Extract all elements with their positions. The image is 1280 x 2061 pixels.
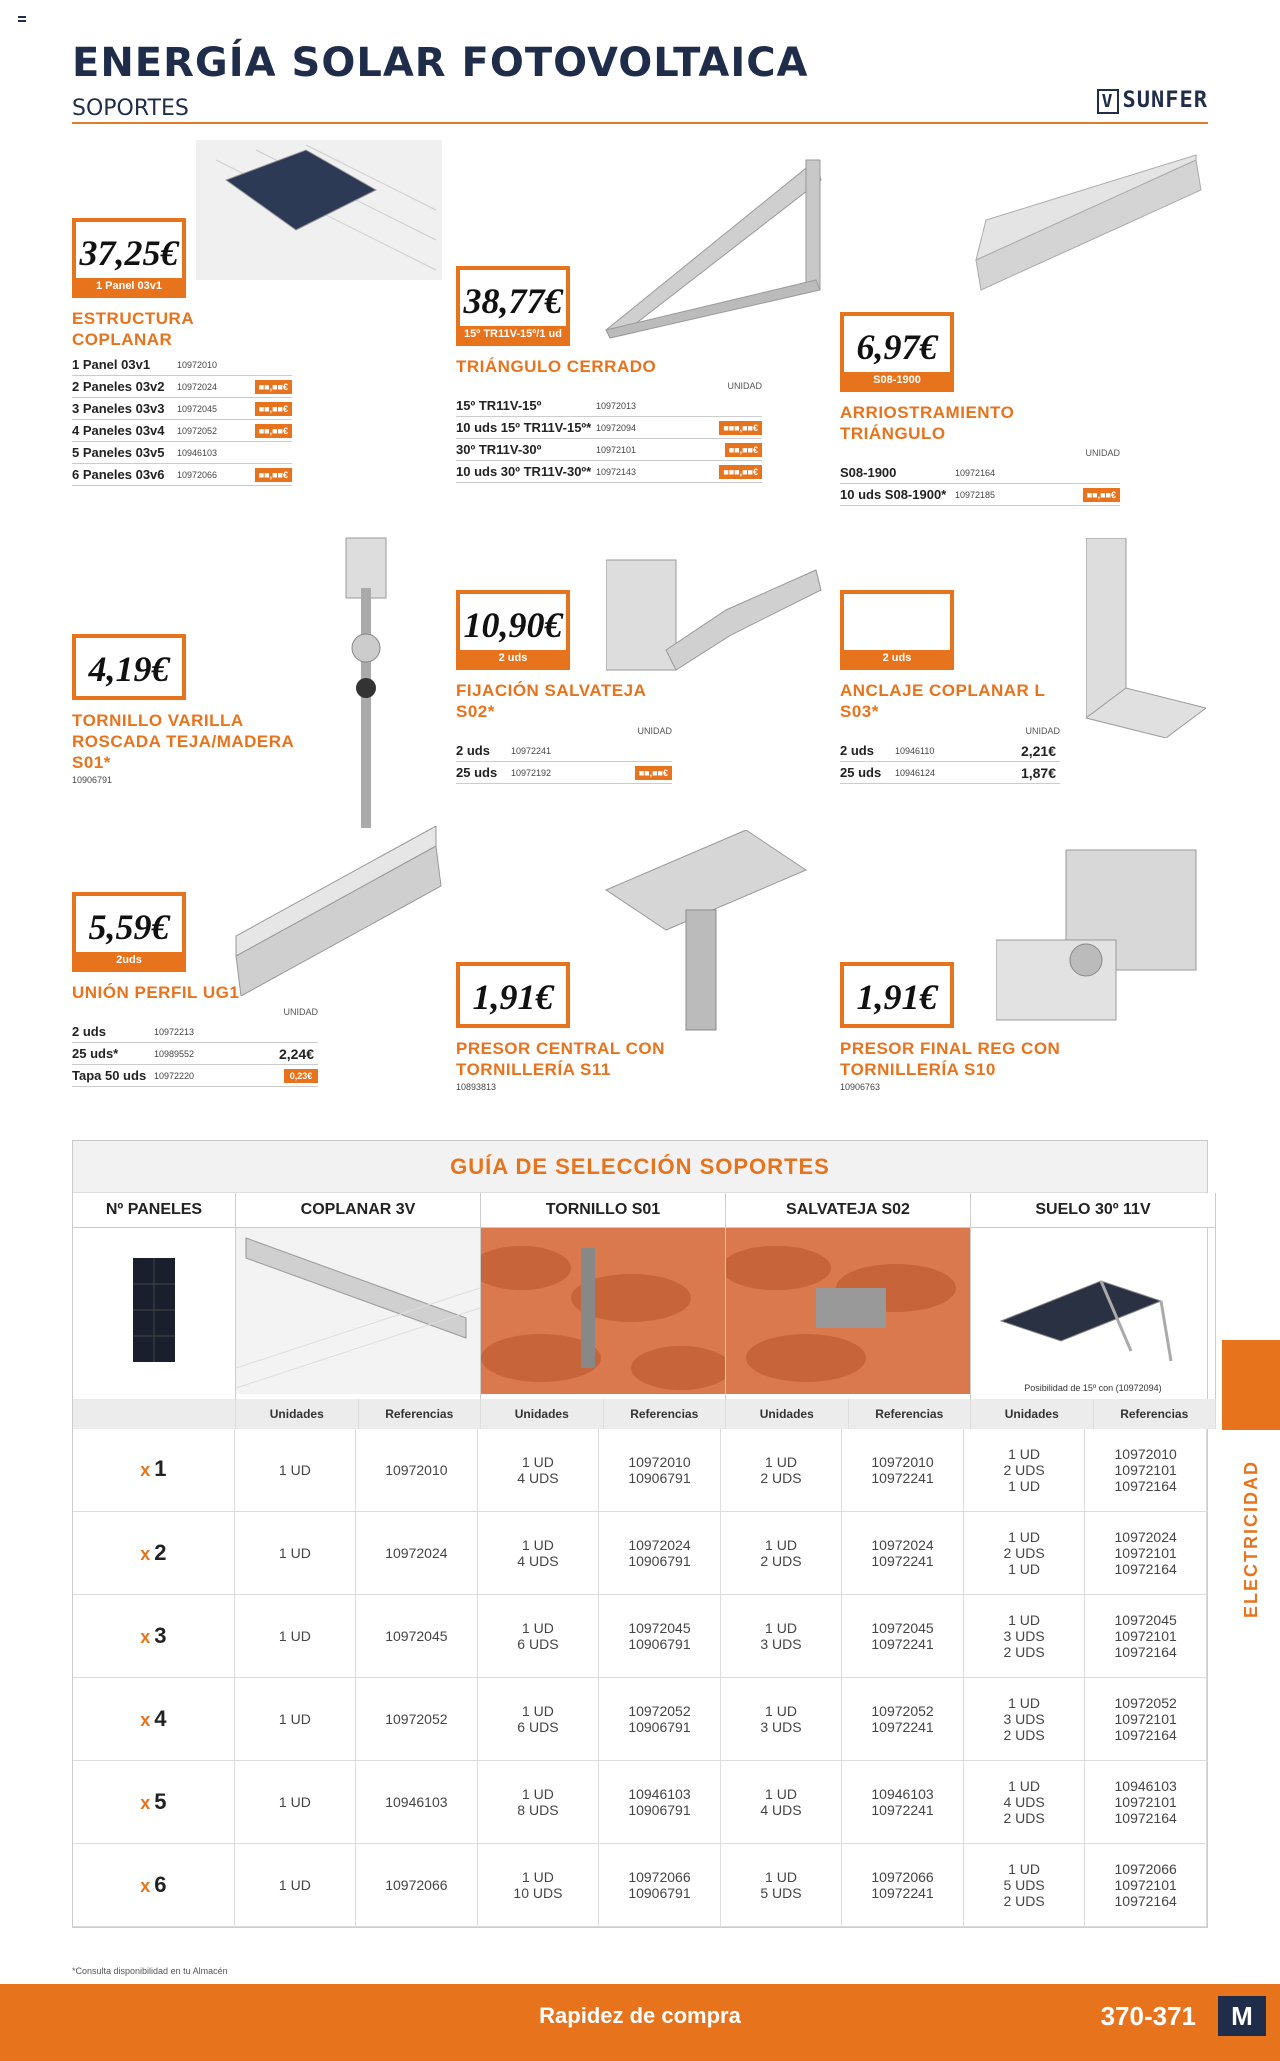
price: 5,59€ <box>88 907 170 947</box>
reference-cell: 10972066 10906791 <box>599 1844 721 1927</box>
guide-row <box>73 1761 1207 1844</box>
variant-row: 3 Paneles 03v3 10972045 ■■,■■€ <box>72 398 292 420</box>
multiplier-sign: x <box>140 1626 151 1647</box>
reference-cell: 10972045 10906791 <box>599 1595 721 1678</box>
tornillo-image <box>316 528 416 828</box>
subheader: Unidades <box>236 1399 359 1429</box>
subheader: Referencias <box>603 1399 726 1429</box>
units-cell: 1 UD 8 UDS <box>477 1761 598 1844</box>
guide-row <box>73 1595 1207 1678</box>
anclaje-image <box>1086 538 1206 738</box>
units-cell: 1 UD 4 UDS <box>477 1512 598 1595</box>
panel-count <box>73 1844 234 1927</box>
reference-cell: 10972024 10972101 10972164 <box>1085 1512 1207 1595</box>
product-name: PRESOR CENTRAL CON TORNILLERÍA S11 <box>456 1039 665 1079</box>
panel-image-cell <box>73 1227 236 1399</box>
col-header: SALVATEJA S02 <box>726 1193 971 1227</box>
units-cell: 1 UD 5 UDS <box>720 1844 841 1927</box>
reference-cell: 10972052 10972101 10972164 <box>1085 1678 1207 1761</box>
product-name: ARRIOSTRAMIENTO TRIÁNGULO <box>840 403 1015 443</box>
roof-tiles-image <box>481 1228 725 1394</box>
variant-row: 10 uds 30º TR11V-30º* 10972143 ■■■,■■€ <box>456 461 762 483</box>
price-tag <box>456 590 570 670</box>
reference-cell: 10972010 10906791 <box>599 1429 721 1512</box>
suelo-note: Posibilidad de 15º con (10972094) <box>1024 1382 1162 1393</box>
reference-cell: 10972052 10906791 <box>599 1678 721 1761</box>
product-coplanar <box>72 218 292 486</box>
subheader-empty <box>73 1399 236 1429</box>
reference-cell: 10972066 10972101 10972164 <box>1085 1844 1207 1927</box>
variant-row: 25 uds* 10989552 2,24€ <box>72 1043 318 1065</box>
col-header: SUELO 30º 11V <box>971 1193 1216 1227</box>
units-cell: 1 UD 2 UDS <box>720 1429 841 1512</box>
section-tab[interactable] <box>1222 1340 1280 1430</box>
footer-tagline: Rapidez de compra <box>539 2003 741 2028</box>
units-cell: 1 UD <box>234 1844 355 1927</box>
brand-name: SUNFER <box>1122 88 1208 113</box>
units-cell: 1 UD <box>234 1512 355 1595</box>
reference-cell: 10972010 10972241 <box>842 1429 964 1512</box>
reference-cell: 10946103 <box>356 1761 478 1844</box>
page-title: ENERGÍA SOLAR FOTOVOLTAICA <box>72 40 809 86</box>
units-cell: 1 UD 6 UDS <box>477 1595 598 1678</box>
units-cell: 1 UD 5 UDS 2 UDS <box>963 1844 1084 1927</box>
price-tag <box>840 312 954 392</box>
page-subtitle: SOPORTES <box>72 96 189 121</box>
col-header: Nº PANELES <box>73 1193 236 1227</box>
units-cell: 1 UD <box>234 1761 355 1844</box>
guide-row <box>73 1844 1207 1927</box>
reference-cell: 10972024 <box>356 1512 478 1595</box>
units-cell: 1 UD 4 UDS <box>720 1761 841 1844</box>
units-cell: 1 UD 3 UDS <box>720 1595 841 1678</box>
product-ref: 10906791 <box>72 775 113 785</box>
product-name: TRIÁNGULO CERRADO <box>456 357 657 376</box>
variant-row: 25 uds 10972192 ■■,■■€ <box>456 762 672 784</box>
reference-cell: 10946103 10972241 <box>842 1761 964 1844</box>
product-anclaje <box>840 590 1060 784</box>
units-cell: 1 UD 4 UDS <box>477 1429 598 1512</box>
product-name: PRESOR FINAL REG CON TORNILLERÍA S10 <box>840 1039 1061 1079</box>
tornillo-image-cell <box>481 1227 726 1399</box>
suelo-image-cell <box>971 1227 1216 1399</box>
unit-header: UNIDAD <box>727 381 762 391</box>
price-tag <box>72 218 186 298</box>
m-logo-icon: M <box>1218 1996 1266 2036</box>
product-name: ESTRUCTURA COPLANAR <box>72 309 194 349</box>
multiplier-sign: x <box>140 1543 151 1564</box>
variant-row: 1 Panel 03v1 10972010 <box>72 354 292 376</box>
price: 38,77€ <box>463 281 563 321</box>
product-triangulo <box>456 266 762 483</box>
units-cell: 1 UD 2 UDS 1 UD <box>963 1512 1084 1595</box>
section-label: ELECTRICIDAD <box>1241 1460 1261 1618</box>
units-cell: 1 UD 3 UDS 2 UDS <box>963 1678 1084 1761</box>
variant-row: 25 uds 10946124 1,87€ <box>840 762 1060 784</box>
variant-row: 30º TR11V-30º 10972101 ■■,■■€ <box>456 439 762 461</box>
variant-row: S08-1900 10972164 <box>840 462 1120 484</box>
units-cell: 1 UD 2 UDS <box>720 1512 841 1595</box>
salvateja-image-cell <box>726 1227 971 1399</box>
reference-cell: 10972010 10972101 10972164 <box>1085 1429 1207 1512</box>
menu-icon[interactable] <box>18 16 26 22</box>
guide-row <box>73 1512 1207 1595</box>
units-cell: 1 UD 2 UDS 1 UD <box>963 1429 1084 1512</box>
variant-row: 10 uds S08-1900* 10972185 ■■,■■€ <box>840 484 1120 506</box>
variant-list <box>456 740 672 784</box>
panel-count <box>73 1761 234 1844</box>
unit-header: UNIDAD <box>637 726 672 736</box>
col-header: COPLANAR 3V <box>236 1193 481 1227</box>
variant-list <box>840 462 1120 506</box>
panel-number: 2 <box>154 1539 167 1565</box>
panel-number: 4 <box>154 1705 167 1731</box>
footnote: *Consulta disponibilidad en tu Almacén <box>72 1966 228 1976</box>
panel-count <box>73 1429 234 1512</box>
price: 1,91€ <box>856 977 938 1017</box>
reference-cell: 10972045 10972101 10972164 <box>1085 1595 1207 1678</box>
reference-cell: 10972024 10906791 <box>599 1512 721 1595</box>
multiplier-sign: x <box>140 1709 151 1730</box>
solar-panel-image <box>73 1228 235 1394</box>
reference-cell: 10972010 <box>356 1429 478 1512</box>
panel-count <box>73 1678 234 1761</box>
variant-row: Tapa 50 uds 10972220 0,23€ <box>72 1065 318 1087</box>
price-tag <box>72 634 186 700</box>
panel-number: 6 <box>154 1871 167 1897</box>
units-cell: 1 UD <box>234 1595 355 1678</box>
price-band: 2 uds <box>844 650 950 666</box>
unit-header: UNIDAD <box>1085 448 1120 458</box>
page-numbers: 370-371 <box>1100 2001 1196 2031</box>
subheader: Unidades <box>726 1399 849 1429</box>
panel-number: 3 <box>154 1622 167 1648</box>
coplanar-rail-image <box>236 1228 480 1394</box>
footer-bar <box>0 1984 1280 2061</box>
subheader: Unidades <box>481 1399 604 1429</box>
product-name: ANCLAJE COPLANAR L S03* <box>840 681 1046 721</box>
units-cell: 1 UD <box>234 1678 355 1761</box>
price-tag <box>456 266 570 346</box>
price-band: S08-1900 <box>844 372 950 388</box>
title-divider <box>72 122 1208 124</box>
multiplier-sign: x <box>140 1875 151 1896</box>
subheader: Referencias <box>1093 1399 1216 1429</box>
product-ref: 10906763 <box>840 1082 881 1092</box>
variant-row: 2 uds 10972241 <box>456 740 672 762</box>
col-header: TORNILLO S01 <box>481 1193 726 1227</box>
coplanar-image-cell <box>236 1227 481 1399</box>
reference-cell: 10972045 <box>356 1595 478 1678</box>
variant-list <box>72 354 292 486</box>
price-tag <box>456 962 570 1028</box>
product-fijacion <box>456 590 672 784</box>
variant-row: 2 uds 10946110 2,21€ <box>840 740 1060 762</box>
reference-cell: 10972045 10972241 <box>842 1595 964 1678</box>
price-band: 15º TR11V-15º/1 ud <box>460 326 566 342</box>
guide-body <box>73 1429 1207 1928</box>
product-tornillo <box>72 634 312 785</box>
multiplier-sign: x <box>140 1792 151 1813</box>
price: 10,90€ <box>463 605 563 645</box>
variant-row: 15º TR11V-15º 10972013 <box>456 395 762 417</box>
reference-cell: 10972066 <box>356 1844 478 1927</box>
price: 37,25€ <box>79 233 179 273</box>
variant-row: 10 uds 15º TR11V-15º* 10972094 ■■■,■■€ <box>456 417 762 439</box>
variant-list <box>456 395 762 483</box>
reference-cell: 10972024 10972241 <box>842 1512 964 1595</box>
selection-guide <box>72 1140 1208 1928</box>
price-tag <box>840 590 954 670</box>
panel-number: 1 <box>154 1456 167 1482</box>
variant-row: 2 Paneles 03v2 10972024 ■■,■■€ <box>72 376 292 398</box>
roof-tiles-image <box>726 1228 970 1394</box>
guide-row <box>73 1678 1207 1761</box>
variant-row: 2 uds 10972213 <box>72 1021 318 1043</box>
price-band: 2uds <box>76 952 182 968</box>
product-name: FIJACIÓN SALVATEJA S02* <box>456 681 646 721</box>
units-cell: 1 UD 3 UDS 2 UDS <box>963 1595 1084 1678</box>
panel-number: 5 <box>154 1788 167 1814</box>
unit-header: UNIDAD <box>1025 726 1060 736</box>
subheader: Unidades <box>971 1399 1094 1429</box>
panel-count <box>73 1512 234 1595</box>
variant-row: 5 Paneles 03v5 10946103 <box>72 442 292 464</box>
units-cell: 1 UD <box>234 1429 355 1512</box>
reference-cell: 10946103 10972101 10972164 <box>1085 1761 1207 1844</box>
variant-row: 6 Paneles 03v6 10972066 ■■,■■€ <box>72 464 292 486</box>
ground-mount-image <box>971 1241 1215 1381</box>
units-cell: 1 UD 3 UDS <box>720 1678 841 1761</box>
units-cell: 1 UD 4 UDS 2 UDS <box>963 1761 1084 1844</box>
reference-cell: 10972052 10972241 <box>842 1678 964 1761</box>
price-band: 2 uds <box>460 650 566 666</box>
product-name: UNIÓN PERFIL UG1 <box>72 983 240 1002</box>
guide-title: GUÍA DE SELECCIÓN SOPORTES <box>73 1141 1207 1193</box>
product-name: TORNILLO VARILLA ROSCADA TEJA/MADERA S01* <box>72 711 294 772</box>
product-presor-central <box>456 962 696 1092</box>
guide-table <box>73 1193 1216 1429</box>
product-union <box>72 892 318 1087</box>
subheader: Referencias <box>358 1399 481 1429</box>
panel-count <box>73 1595 234 1678</box>
price: 1,91€ <box>472 977 554 1017</box>
variant-row: 4 Paneles 03v4 10972052 ■■,■■€ <box>72 420 292 442</box>
sunfer-logo-icon: V <box>1097 89 1119 114</box>
guide-row <box>73 1429 1207 1512</box>
unit-header: UNIDAD <box>283 1007 318 1017</box>
reference-cell: 10946103 10906791 <box>599 1761 721 1844</box>
arriostramiento-image <box>966 150 1206 310</box>
product-presor-final <box>840 962 1080 1092</box>
reference-cell: 10972066 10972241 <box>842 1844 964 1927</box>
variant-list <box>72 1021 318 1087</box>
price-band: 1 Panel 03v1 <box>76 278 182 294</box>
price: 4,19€ <box>88 649 170 689</box>
product-arriostramiento <box>840 312 1120 506</box>
price-tag <box>72 892 186 972</box>
multiplier-sign: x <box>140 1460 151 1481</box>
price: 6,97€ <box>856 327 938 367</box>
product-ref: 10893813 <box>456 1082 497 1092</box>
reference-cell: 10972052 <box>356 1678 478 1761</box>
units-cell: 1 UD 10 UDS <box>477 1844 598 1927</box>
brand-logo <box>1097 88 1208 114</box>
subheader: Referencias <box>848 1399 971 1429</box>
units-cell: 1 UD 6 UDS <box>477 1678 598 1761</box>
variant-list <box>840 740 1060 784</box>
price-tag <box>840 962 954 1028</box>
